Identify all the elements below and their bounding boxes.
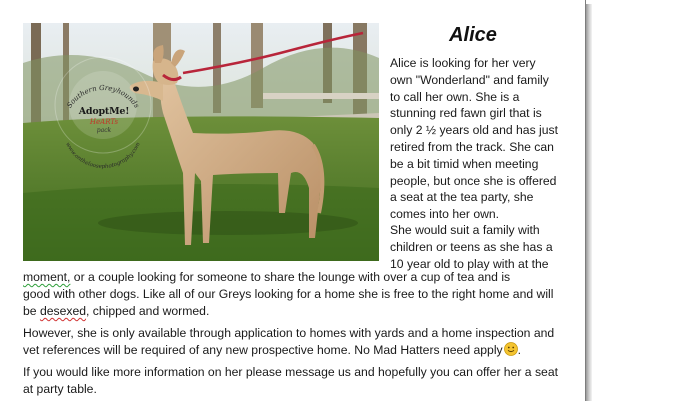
text-line: retired from the track. She can xyxy=(390,139,554,154)
watermark-sub2: pack xyxy=(96,127,112,134)
watermark-sub: HeARTs xyxy=(89,118,119,126)
watermark-main: AdoptMe! xyxy=(78,106,130,117)
text-span: be xyxy=(23,304,40,318)
contact-line-1: If you would like more information on her please message us and hopefully you can offer her a seat xyxy=(23,365,558,379)
text-line: be a bit timid when meeting xyxy=(390,156,539,171)
adoption-watermark xyxy=(53,78,153,178)
text-line: to call her own. She is a xyxy=(390,89,520,104)
text-line: people, but once she is offered xyxy=(390,173,557,188)
dog-name-title: Alice xyxy=(449,24,497,46)
watermark-arc-top: Southern Greyhounds xyxy=(65,83,141,110)
spellcheck-word[interactable]: desexed xyxy=(39,304,87,318)
text-span: or a couple looking for someone to share the lounge with over a cup of tea and is xyxy=(70,270,511,284)
text-line: Alice is looking for her very xyxy=(390,56,536,70)
text-line: 10 year old to play with at the xyxy=(390,256,549,271)
smiley-icon xyxy=(504,342,518,356)
family-paragraph-line-2: good with other dogs. Like all of our Greys looking for a home she is free to the right home and will xyxy=(23,287,554,301)
family-paragraph-line-3 xyxy=(23,303,209,320)
text-line: only 2 ½ years old and has just xyxy=(390,123,559,138)
text-line: stunning red fawn girl that is xyxy=(390,106,542,121)
text-span: . xyxy=(517,343,522,357)
requirements-line-2 xyxy=(23,342,521,359)
text-line: comes into her own. xyxy=(390,207,500,222)
text-span: vet references will be required of any new prospective home. No Mad Hatters need apply xyxy=(23,343,503,357)
intro-paragraph xyxy=(390,55,580,223)
workspace-background xyxy=(586,0,682,401)
greyhound-photo xyxy=(23,23,379,261)
page-shadow xyxy=(586,4,592,401)
contact-line-2: at party table. xyxy=(23,382,97,396)
spellcheck-word[interactable]: moment, xyxy=(23,270,71,284)
family-paragraph-line-1 xyxy=(23,269,510,286)
family-paragraph-side xyxy=(390,222,580,272)
text-line: a seat at the tea party, she xyxy=(390,190,534,205)
text-span: , chipped and wormed. xyxy=(86,304,210,318)
requirements-line-1: However, she is only available through application to homes with yards and a home inspection and xyxy=(23,326,555,340)
text-line: children or teens as she has a xyxy=(390,239,553,254)
text-line: own "Wonderland" and family xyxy=(390,72,549,87)
watermark-arc-bottom: www.ontheloosephotography.com xyxy=(64,141,142,171)
svg-text:www.ontheloosephotography.com xyxy=(64,142,142,170)
text-line: She would suit a family with xyxy=(390,223,540,237)
